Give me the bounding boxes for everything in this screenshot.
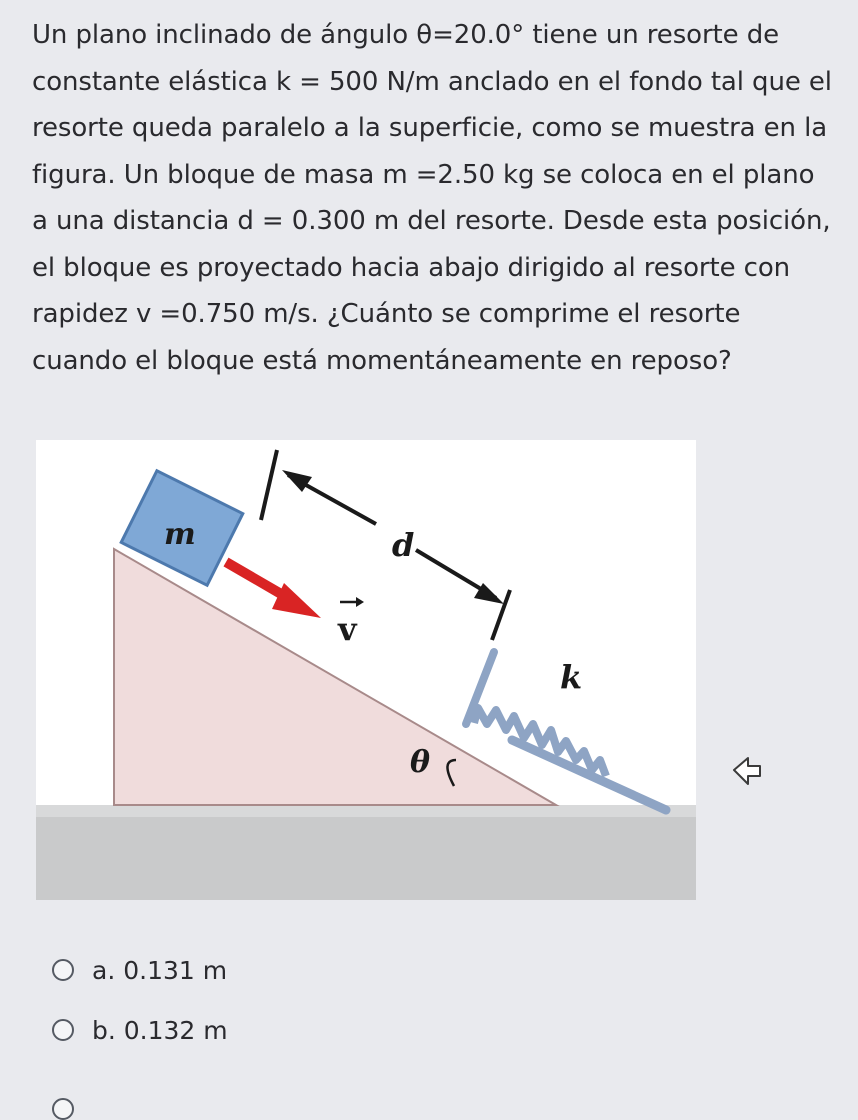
- radio-option-a[interactable]: [52, 959, 74, 981]
- ground-surface: [36, 805, 696, 817]
- option-b-label: b. 0.132 m: [92, 1015, 228, 1045]
- radio-option-b[interactable]: [52, 1019, 74, 1041]
- distance-left-tick: [261, 450, 277, 520]
- question-text: Un plano inclinado de ángulo θ=20.0° tiene un resorte de constante elástica k = 500 N/m anclado en el fondo tal que el resorte queda paralelo a la superficie, como se muestra en la figura. Un bloque de masa m =2.50 kg se coloca en el plano a una distancia d = 0.300 m del resorte. Desde esta posición, el bloque es proyectado hacia abajo dirigido al resorte con rapidez v =0.750 m/s. ¿Cuánto se comprime el resorte cuando el bloque está momentáneamente en reposo?: [32, 20, 832, 376]
- answer-options: [52, 940, 552, 1060]
- incline-plane: [114, 549, 556, 805]
- velocity-vector-mark: [340, 597, 364, 607]
- spring-coil: [474, 708, 606, 776]
- angle-label: θ: [410, 745, 431, 780]
- ground: [36, 805, 696, 900]
- mass-label: m: [164, 517, 196, 552]
- incline-diagram: [36, 440, 696, 900]
- mouse-pointer-icon: [730, 752, 764, 792]
- answer-option-a[interactable]: [52, 940, 552, 1000]
- radio-option-c[interactable]: [52, 1098, 74, 1120]
- distance-label: d: [392, 526, 415, 564]
- velocity-arrow-icon: [226, 562, 321, 618]
- option-a-label: a. 0.131 m: [92, 955, 228, 985]
- answer-option-b[interactable]: [52, 1000, 552, 1060]
- velocity-label: v: [338, 610, 357, 648]
- spring-constant-label: k: [560, 658, 583, 696]
- incline-figure: [36, 440, 696, 900]
